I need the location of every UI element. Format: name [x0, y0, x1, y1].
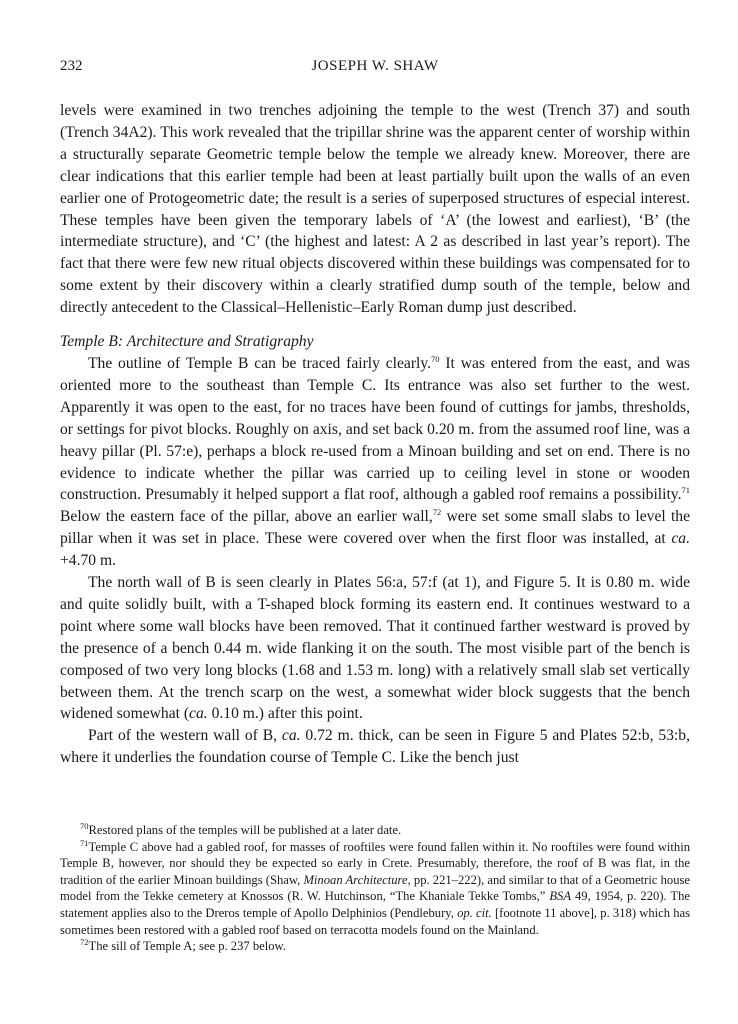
paragraph-2: [60, 353, 690, 572]
paragraph-3-text: 0.10 m.) after this point.: [207, 705, 363, 723]
footnote-text: [footnote 11 above], p. 318) which has sometimes been restored with a gabled roof based on terracotta models found on the Mainland.: [60, 905, 690, 937]
paragraph-4-text: 0.72 m. thick, can be seen in Figure 5 and Plates 52:b, 53:b, where it underlies the foundation course of Temple C. Like the bench just: [60, 727, 690, 767]
footnote-text: Restored plans of the temples will be published at a later date.: [88, 823, 402, 837]
footnote-ref-70[interactable]: 70: [431, 353, 440, 364]
footnote-number: 71: [80, 837, 89, 848]
paragraph-4: [60, 725, 690, 769]
footnote-number: 70: [80, 820, 89, 831]
page: [60, 58, 690, 769]
circa-abbrev: ca.: [671, 530, 690, 548]
footnote-text: The sill of Temple A; see p. 237 below.: [88, 939, 286, 954]
paragraph-1: levels were examined in two trenches adjoining the temple to the west (Trench 37) and south (Trench 34A2). This work revealed that the tripillar shrine was the apparent center of worship within a structurally separate Geometric temple below the temple we already knew. Moreover, there are clear indications that this earlier temple had been at least partially built upon the walls of an even earlier one of Protogeometric date; the result is a series of superposed structures of especial interest. These temples have been given the temporary labels of ‘A’ (the lowest and earliest), ‘B’ (the intermediate structure), and ‘C’ (the highest and latest: A 2 as described in last year’s report). The fact that there were few new ritual objects discovered within these buildings was compensated for to some extent by their discovery within a clearly stratified dump south of the temple, below and directly antecedent to the Classical–Hellenistic–Early Roman dump just described.: [60, 102, 690, 317]
citation-journal: BSA: [549, 889, 572, 904]
circa-abbrev: ca.: [281, 727, 301, 745]
footnote-71: [60, 839, 690, 939]
page-number: 232: [60, 58, 83, 74]
paragraph-2-text: It was entered from the east, and was oriented more to the southeast than Temple C. Its entrance was also set further to the west. Apparently it was open to the east, for no traces have been found of cuttings for jambs, thresholds, or settings for pivot blocks. Roughly on axis, and set back 0.20 m. from the assumed roof line, was a heavy pillar (Pl. 57:e), perhaps a block re-used from a Minoan building and set on end. There is no evidence to indicate whether the pillar was carried up to ceiling level in stone or wooden construction. Presumably it helped support a flat roof, although a gabled roof remains a possibility.: [60, 354, 690, 504]
paragraph-2-text: were set some small slabs to level the pillar when it was set in place. These were covered over when the first floor was installed, at: [60, 508, 691, 548]
footnote-70: [60, 822, 690, 839]
body-text: [60, 100, 690, 769]
paragraph-3: [60, 572, 690, 725]
footnote-ref-72[interactable]: 72: [432, 507, 442, 518]
circa-abbrev: ca.: [189, 705, 208, 723]
running-head: JOSEPH W. SHAW: [311, 58, 439, 74]
footnote-72: [60, 938, 690, 955]
section-heading: Temple B: Architecture and Stratigraphy: [60, 333, 314, 351]
citation-title: Minoan Architecture: [303, 872, 408, 887]
footnote-number: 72: [80, 936, 89, 947]
footnote-text: Temple C above had a gabled roof, for masses of rooftiles were found fallen within it. No rooftiles were found within Temple B, however, nor should they be expected so early in Crete. Presumably, therefore, the roof of B was flat, in the tradition of the earlier Minoan buildings (Shaw,: [60, 839, 690, 887]
paragraph-2-text: The outline of Temple B can be traced fairly clearly.: [88, 354, 432, 372]
footnote-text: 49, 1954, p. 220). The statement applies also to the Dreros temple of Apollo Delphinios (Pendlebury,: [60, 889, 690, 920]
citation-op-cit: op. cit.: [457, 905, 492, 920]
paragraph-4-text: Part of the western wall of B,: [88, 727, 282, 745]
footnote-text: , pp. 221–222), and similar to that of a Geometric house model from the Tekke cemetery at Knossos (R. W. Hutchinson, “The Khaniale Tekke Tombs,”: [60, 872, 691, 904]
footnotes: [60, 822, 690, 955]
paragraph-2-text: +4.70 m.: [60, 552, 117, 570]
paragraph-2-text: Below the eastern face of the pillar, above an earlier wall,: [60, 508, 433, 526]
page-header: [60, 58, 690, 80]
footnote-ref-71[interactable]: 71: [681, 485, 690, 496]
paragraph-3-text: The north wall of B is seen clearly in Plates 56:a, 57:f (at 1), and Figure 5. It is 0.80 m. wide and quite solidly built, with a T-shaped block forming its eastern end. It continues westward to a point where some wall blocks have been removed. That it continued farther westward is proved by the presence of a bench 0.44 m. wide flanking it on the south. The most visible part of the bench is composed of two very long blocks (1.68 and 1.53 m. long) with a relatively small slab set vertically between them. At the trench scarp on the west, a somewhat wider block suggests that the bench widened somewhat (: [60, 574, 690, 723]
